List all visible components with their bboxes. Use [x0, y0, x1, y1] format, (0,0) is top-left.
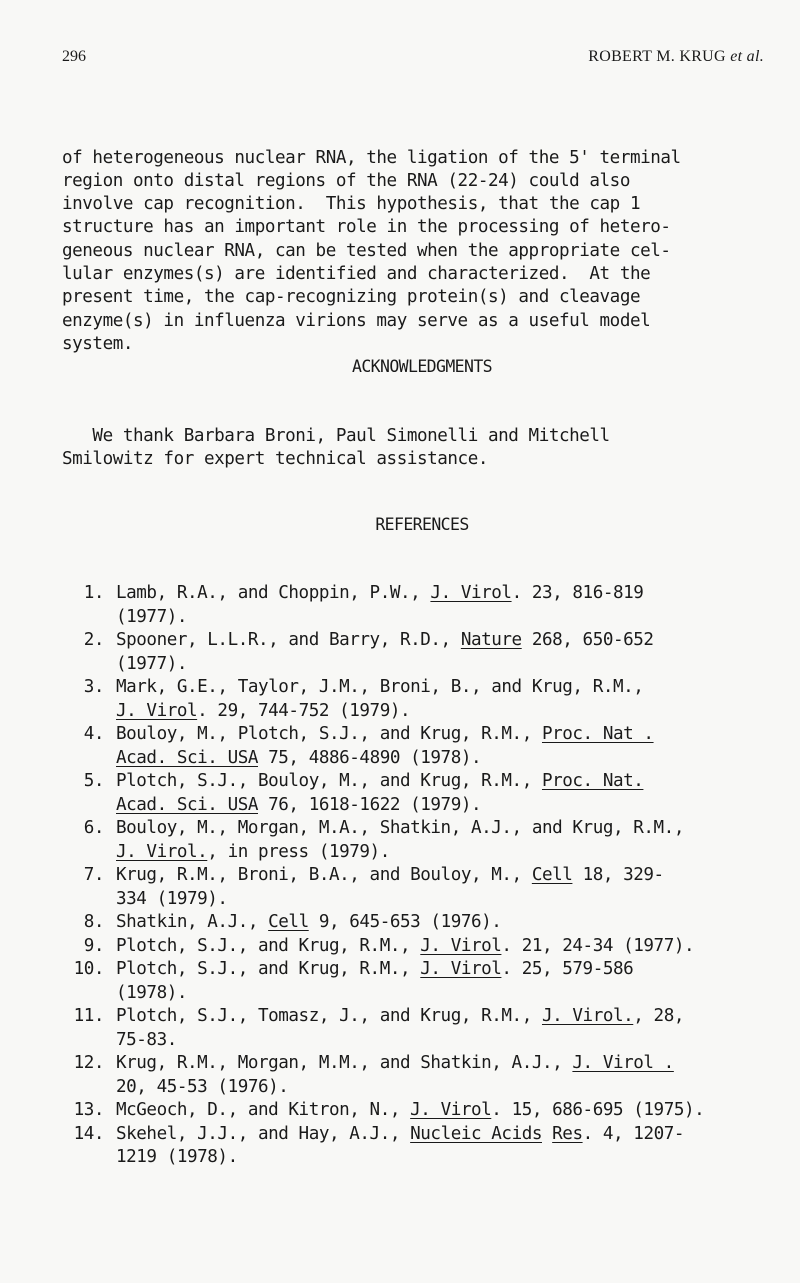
- reference-number: 5.: [83, 771, 104, 791]
- journal-name: J. Virol.: [541, 1006, 634, 1026]
- reference-line: Plotch, S.J., Tomasz, J., and Krug, R.M., J. Virol., 28,: [116, 1006, 684, 1026]
- reference-line: Krug, R.M., Broni, B.A., and Bouloy, M., Cell 18, 329-: [116, 865, 664, 885]
- paragraph-line: involve cap recognition. This hypothesis, that the cap 1: [62, 194, 641, 215]
- reference-line: McGeoch, D., and Kitron, N., J. Virol. 15, 686-695 (1975).: [116, 1100, 705, 1120]
- journal-name: Proc. Nat.: [541, 771, 644, 791]
- reference-item: [62, 1123, 800, 1170]
- reference-number: 9.: [83, 935, 104, 956]
- reference-number: 10.: [73, 959, 104, 979]
- reference-line: Plotch, S.J., and Krug, R.M., J. Virol. 21, 24-34 (1977).: [116, 935, 695, 956]
- reference-line: J. Virol. 29, 744-752 (1979).: [116, 700, 411, 721]
- paragraph-line: enzyme(s) in influenza virions may serve as a useful model: [62, 310, 651, 331]
- reference-item: [62, 582, 800, 629]
- reference-line: (1977).: [116, 606, 187, 627]
- reference-line: (1978).: [116, 982, 187, 1003]
- journal-name: Nature: [460, 630, 522, 650]
- reference-number: 11.: [73, 1006, 104, 1026]
- reference-line: (1977).: [116, 653, 187, 674]
- reference-number: 6.: [83, 818, 104, 838]
- reference-line: 1219 (1978).: [116, 1147, 238, 1167]
- reference-line: Bouloy, M., Plotch, S.J., and Krug, R.M., Proc. Nat .: [116, 724, 654, 744]
- running-head: [588, 48, 764, 66]
- reference-number: 1.: [83, 583, 104, 603]
- reference-number: 13.: [73, 1100, 104, 1120]
- reference-item: [62, 676, 800, 723]
- reference-number: 8.: [83, 912, 104, 932]
- journal-name: J. Virol: [116, 700, 198, 721]
- acknowledgments-heading: ACKNOWLEDGMENTS: [351, 357, 492, 376]
- reference-line: Skehel, J.J., and Hay, A.J., Nucleic Acids Res. 4, 1207-: [116, 1123, 685, 1144]
- journal-name: J. Virol: [420, 959, 502, 979]
- reference-item: [62, 911, 800, 935]
- reference-number: 4.: [83, 724, 104, 744]
- reference-line: J. Virol., in press (1979).: [116, 841, 390, 862]
- journal-name: J. Virol .: [572, 1053, 674, 1073]
- reference-item: [62, 958, 800, 1005]
- journal-name: Res: [552, 1123, 583, 1144]
- journal-name: Acad. Sci. USA: [116, 794, 258, 815]
- reference-item: [62, 1099, 800, 1123]
- reference-line: Shatkin, A.J., Cell 9, 645-653 (1976).: [116, 912, 502, 932]
- journal-name: J. Virol: [410, 1100, 492, 1120]
- reference-line: Plotch, S.J., Bouloy, M., and Krug, R.M., Proc. Nat.: [116, 771, 644, 791]
- journal-name: J. Virol.: [116, 841, 208, 862]
- references-heading: REFERENCES: [375, 515, 469, 534]
- reference-number: 2.: [83, 630, 104, 650]
- paragraph-line: structure has an important role in the processing of hetero-: [62, 217, 671, 238]
- reference-line: Acad. Sci. USA 76, 1618-1622 (1979).: [116, 794, 482, 815]
- reference-line: Spooner, L.L.R., and Barry, R.D., Nature 268, 650-652: [116, 630, 654, 650]
- page-number: 296: [62, 48, 86, 65]
- reference-line: 334 (1979).: [116, 888, 228, 909]
- main-text: [62, 100, 782, 534]
- reference-item: [62, 629, 800, 676]
- acknowledgments-line: We thank Barbara Broni, Paul Simonelli and Mitchell: [62, 426, 610, 446]
- running-head-etal: et al.: [730, 48, 764, 65]
- paragraph-line: geneous nuclear RNA, can be tested when the appropriate cel-: [62, 240, 671, 261]
- reference-line: Krug, R.M., Morgan, M.M., and Shatkin, A.J., J. Virol .: [116, 1053, 674, 1073]
- reference-item: [62, 1052, 800, 1099]
- reference-item: [62, 817, 800, 864]
- reference-line: Bouloy, M., Morgan, M.A., Shatkin, A.J., and Krug, R.M.,: [116, 818, 684, 838]
- reference-line: 20, 45-53 (1976).: [116, 1076, 289, 1097]
- journal-name: Cell: [531, 865, 573, 885]
- journal-name: Proc. Nat .: [541, 724, 654, 744]
- acknowledgments-paragraph: [62, 425, 610, 472]
- journal-name: Cell: [268, 912, 309, 932]
- reference-line: Mark, G.E., Taylor, J.M., Broni, B., and Krug, R.M.,: [116, 677, 644, 697]
- running-head-author: ROBERT M. KRUG: [588, 48, 726, 65]
- paragraph-line: lular enzymes(s) are identified and characterized. At the: [62, 264, 651, 285]
- journal-name: Acad. Sci. USA: [116, 747, 258, 768]
- reference-item: [62, 1005, 800, 1052]
- acknowledgments-line: Smilowitz for expert technical assistance.: [62, 449, 488, 470]
- page-header: [62, 48, 764, 72]
- paragraph-line: present time, the cap-recognizing protein(s) and cleavage: [62, 287, 641, 308]
- reference-number: 14.: [73, 1123, 104, 1144]
- reference-number: 7.: [83, 865, 104, 885]
- paragraph-line: of heterogeneous nuclear RNA, the ligation of the 5' terminal: [62, 147, 681, 168]
- reference-item: [62, 770, 800, 817]
- paragraph-line: system.: [62, 333, 133, 354]
- reference-item: [62, 935, 800, 959]
- journal-name: J. Virol: [430, 583, 512, 603]
- reference-line: Plotch, S.J., and Krug, R.M., J. Virol. 25, 579-586: [116, 959, 634, 979]
- reference-number: 3.: [83, 677, 104, 697]
- reference-line: Acad. Sci. USA 75, 4886-4890 (1978).: [116, 747, 482, 768]
- reference-line: 75-83.: [116, 1029, 177, 1050]
- reference-item: [62, 864, 800, 911]
- paragraph-line: region onto distal regions of the RNA (22-24) could also: [62, 170, 630, 191]
- references-list: [62, 582, 800, 1170]
- journal-name: J. Virol: [420, 935, 502, 956]
- body-paragraph: [62, 147, 782, 357]
- reference-number: 12.: [73, 1053, 104, 1073]
- reference-item: [62, 723, 800, 770]
- journal-name: Nucleic Acids: [410, 1123, 542, 1144]
- reference-line: Lamb, R.A., and Choppin, P.W., J. Virol. 23, 816-819: [116, 583, 644, 603]
